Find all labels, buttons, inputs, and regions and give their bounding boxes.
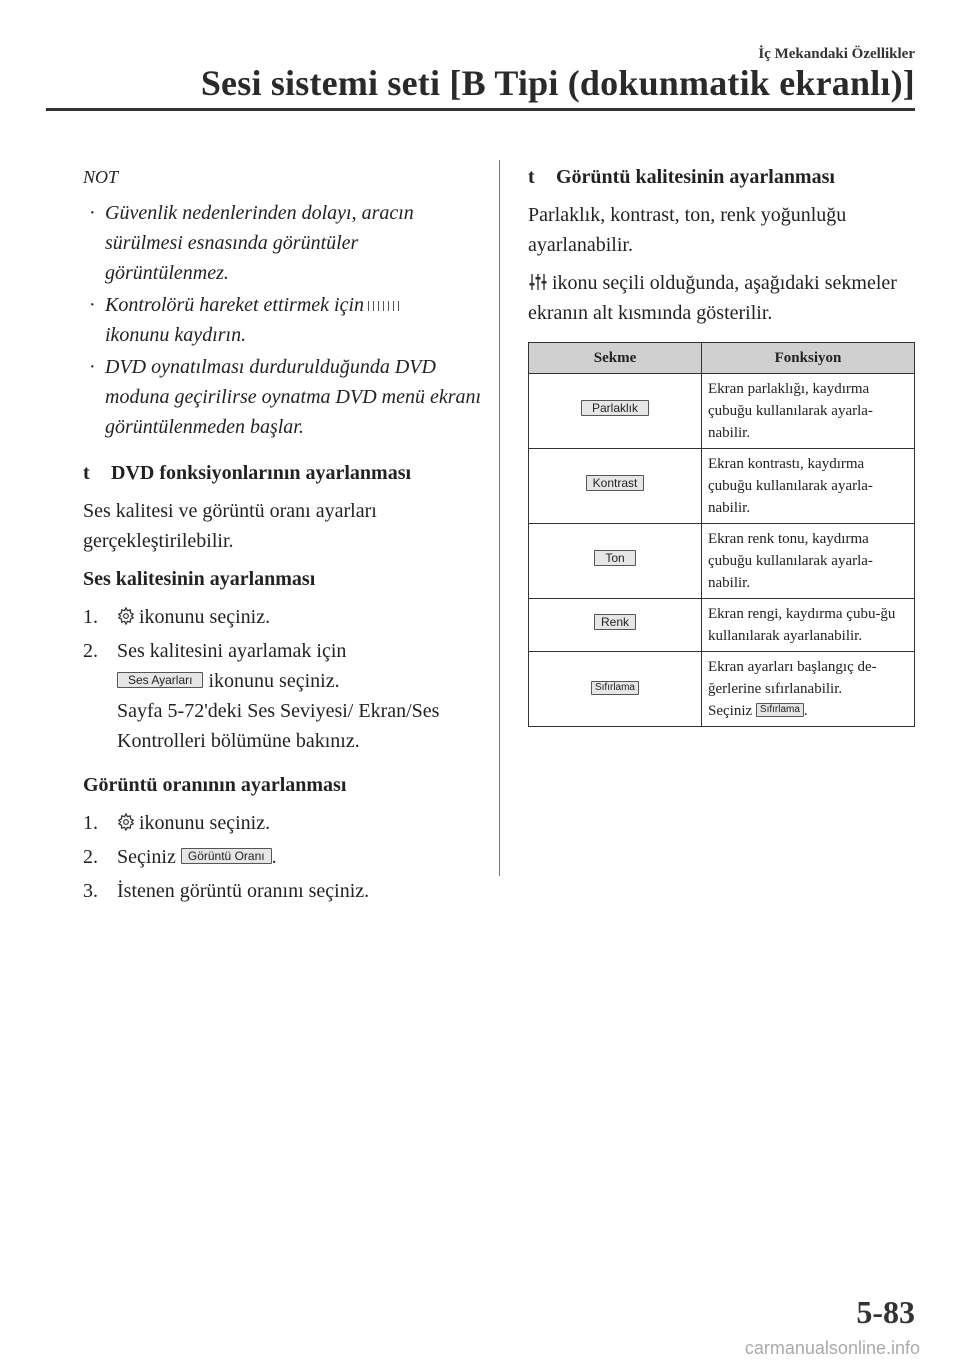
cell-text: Ekran ayarları başlangıç de-ğerlerine sıfırlanabilir. [708, 659, 877, 697]
step-text: ikonunu seçiniz. [139, 606, 271, 628]
step-number: 2. [83, 640, 98, 662]
step-number: 1. [83, 812, 98, 834]
step-text: Ses kalitesini ayarlamak için [117, 640, 347, 662]
step [83, 876, 483, 906]
kontrast-tab-button[interactable]: Kontrast [586, 475, 645, 491]
gear-icon [117, 813, 135, 831]
paragraph [528, 268, 916, 328]
cell-text: Seçiniz [708, 703, 753, 719]
table-row [529, 652, 915, 727]
section-heading [528, 162, 916, 192]
note-bullet [83, 290, 483, 350]
renk-tab-button[interactable]: Renk [594, 614, 636, 630]
step-text: ikonunu seçiniz. [208, 670, 340, 692]
table-row [529, 449, 915, 524]
page-number: 5-83 [856, 1294, 915, 1330]
step [83, 636, 483, 756]
heading-marker: t [83, 462, 90, 484]
step [83, 842, 483, 872]
note-title: NOT [83, 167, 119, 187]
section-heading [83, 458, 483, 488]
step-text: İstenen görüntü oranını seçiniz. [117, 880, 370, 902]
table-header-row [529, 343, 915, 374]
heading-text: Görüntü kalitesinin ayarlanması [556, 166, 835, 188]
column-header-fonksiyon: Fonksiyon [702, 343, 915, 374]
table-cell: Ekran kontrastı, kaydırma çubuğu kullanılarak ayarla-nabilir. [702, 449, 915, 524]
ton-tab-button[interactable]: Ton [594, 550, 635, 566]
sifirlama-button[interactable]: Sıfırlama [756, 703, 804, 717]
step-text: . [271, 846, 277, 868]
left-column [83, 162, 483, 910]
note-bullet [83, 198, 483, 288]
equalizer-icon [528, 272, 548, 292]
subheading: Ses kalitesinin ayarlanması [83, 568, 316, 590]
step [83, 808, 483, 838]
sifirlama-tab-button[interactable]: Sıfırlama [591, 681, 639, 695]
step [83, 602, 483, 632]
heading-text: DVD fonksiyonlarının ayarlanması [111, 462, 412, 484]
table-row [529, 599, 915, 652]
note-text: DVD oynatılması durdurulduğunda DVD moduna geçirilirse oynatma DVD menü ekranı görüntülenmeden başlar. [105, 356, 482, 438]
table-row [529, 524, 915, 599]
slider-handle-icon [368, 301, 402, 311]
note-text: Kontrolörü hareket ettirmek için [105, 294, 365, 316]
step-number: 3. [83, 880, 98, 902]
table-cell: Ekran parlaklığı, kaydırma çubuğu kullanılarak ayarla-nabilir. [702, 374, 915, 449]
column-header-sekme: Sekme [529, 343, 702, 374]
paragraph-text: ikonu seçili olduğunda, aşağıdaki sekmeler ekranın alt kısmında gösterilir. [528, 272, 897, 324]
bullet-dot-icon: · [89, 356, 96, 378]
note-text: Güvenlik nedenlerinden dolayı, aracın sürülmesi esnasında görüntüler görüntülenmez. [105, 202, 414, 284]
cell-text: . [803, 703, 808, 719]
bullet-dot-icon: · [89, 294, 96, 316]
tabs-table [528, 342, 915, 727]
section-subtitle: İç Mekandaki Özellikler [758, 46, 915, 62]
goruntu-orani-button[interactable]: Görüntü Oranı [181, 848, 272, 864]
note-bullet [83, 352, 483, 442]
header-divider [46, 108, 915, 111]
step-number: 1. [83, 606, 98, 628]
right-column [528, 162, 916, 727]
table-cell: Ekran rengi, kaydırma çubu-ğu kullanılarak ayarlanabilir. [702, 599, 915, 652]
watermark: carmanualsonline.info [744, 1338, 920, 1358]
step-number: 2. [83, 846, 98, 868]
page-title: Sesi sistemi seti [B Tipi (dokunmatik ekranlı)] [200, 63, 915, 103]
table-cell: Ekran renk tonu, kaydırma çubuğu kullanılarak ayarla-nabilir. [702, 524, 915, 599]
note-text: ikonunu kaydırın. [105, 324, 247, 346]
subheading: Görüntü oranının ayarlanması [83, 774, 347, 796]
paragraph: Parlaklık, kontrast, ton, renk yoğunluğu ayarlanabilir. [528, 204, 847, 256]
step-text: Sayfa 5-72'deki Ses Seviyesi/ Ekran/Ses Kontrolleri bölümüne bakınız. [117, 700, 440, 752]
column-divider [499, 160, 500, 876]
step-text: Seçiniz [117, 846, 176, 868]
table-row [529, 374, 915, 449]
bullet-dot-icon: · [89, 202, 96, 224]
table-cell [702, 652, 915, 727]
heading-marker: t [528, 166, 535, 188]
intro-paragraph: Ses kalitesi ve görüntü oranı ayarları gerçekleştirilebilir. [83, 500, 377, 552]
step-text: ikonunu seçiniz. [139, 812, 271, 834]
parlaklik-tab-button[interactable]: Parlaklık [581, 400, 649, 416]
gear-icon [117, 607, 135, 625]
ses-ayarlari-button[interactable]: Ses Ayarları [117, 672, 203, 688]
